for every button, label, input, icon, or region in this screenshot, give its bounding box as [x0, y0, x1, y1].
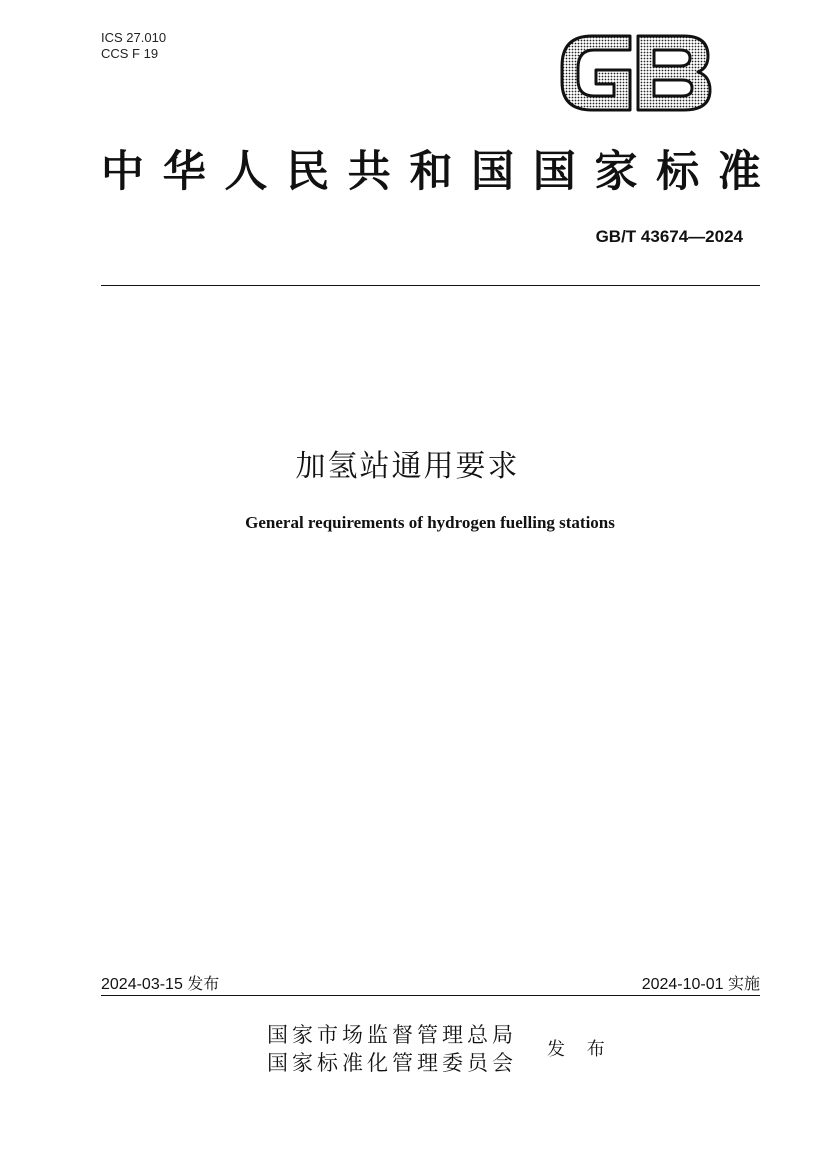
bottom-divider — [101, 995, 760, 996]
country-title-char: 华 — [162, 147, 206, 197]
issue-date: 2024-03-15 发布 — [101, 976, 220, 993]
standard-number: GB/T 43674—2024 — [595, 227, 743, 246]
top-divider — [101, 285, 760, 286]
country-title-char: 和 — [409, 147, 453, 197]
country-title-char: 国 — [471, 147, 515, 197]
document-title-chinese: 加氢站通用要求 — [295, 449, 520, 484]
country-title-char: 共 — [347, 147, 391, 197]
ics-code: ICS 27.010 — [101, 30, 167, 45]
country-title-char: 家 — [594, 147, 638, 197]
country-title-char: 中 — [101, 147, 144, 197]
country-title-char: 标 — [656, 147, 700, 197]
country-title-char: 国 — [532, 147, 576, 197]
country-title-char: 准 — [717, 147, 761, 197]
country-standard-title — [101, 146, 761, 198]
issuer-samr: 国家市场监督管理总局 — [267, 1023, 517, 1047]
issuer-sac: 国家标准化管理委员会 — [267, 1051, 517, 1075]
document-title-english: General requirements of hydrogen fuelling stations — [245, 513, 615, 532]
gb-logo-icon — [556, 30, 714, 116]
country-title-char: 民 — [286, 147, 330, 197]
publish-label: 发 布 — [547, 1039, 613, 1060]
implementation-date: 2024-10-01 实施 — [641, 976, 760, 993]
classification-codes — [101, 30, 166, 62]
ccs-code: CCS F 19 — [101, 46, 159, 61]
country-title-char: 人 — [224, 147, 268, 197]
